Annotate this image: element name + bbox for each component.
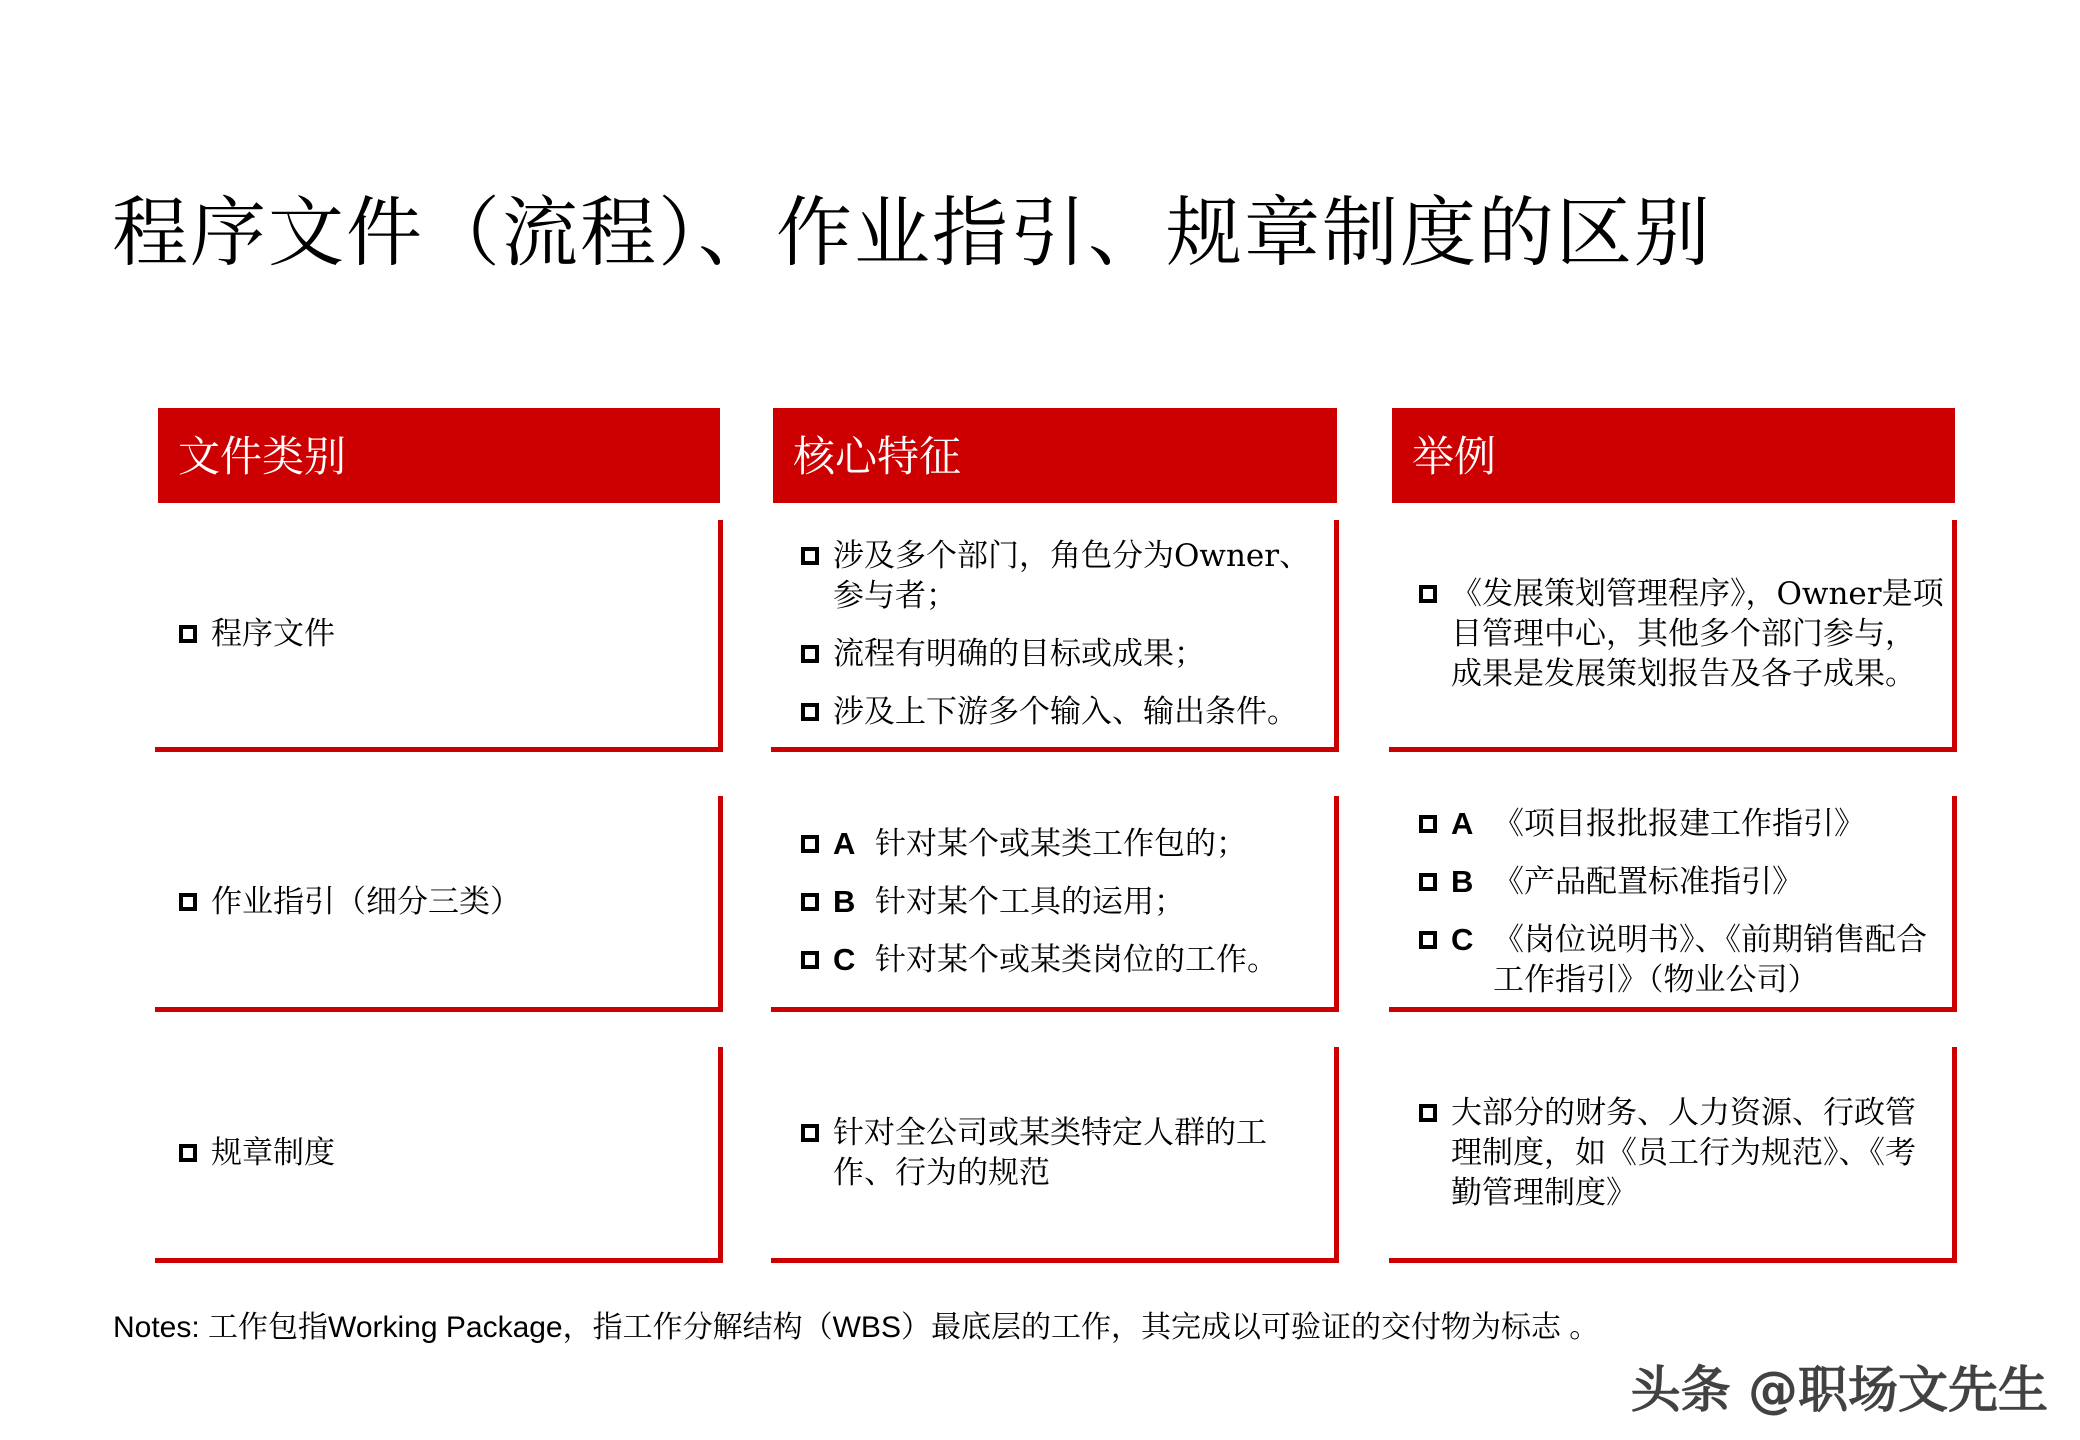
- cell-features: [771, 1047, 1339, 1263]
- list-item: [1417, 920, 1944, 1000]
- item-label: C: [1451, 921, 1474, 957]
- square-bullet-icon: [179, 625, 197, 643]
- item-label: B: [833, 883, 856, 919]
- list-item: [1417, 1093, 1944, 1213]
- square-bullet-icon: [801, 1124, 819, 1142]
- list-item: [799, 692, 1326, 732]
- item-text: 流程有明确的目标或成果；: [833, 635, 1205, 672]
- square-bullet-icon: [1419, 585, 1437, 603]
- item-text: 《项目报批报建工作指引》: [1493, 805, 1865, 842]
- list-item: [799, 634, 1326, 674]
- square-bullet-icon: [1419, 1104, 1437, 1122]
- square-bullet-icon: [801, 547, 819, 565]
- header-features: 核心特征: [773, 408, 1337, 503]
- item-text: 规章制度: [211, 1134, 335, 1171]
- cell-features: [771, 796, 1339, 1012]
- item-text: 针对某个或某类工作包的；: [875, 825, 1247, 862]
- notes-prefix: Notes:: [113, 1311, 200, 1344]
- item-label: C: [833, 941, 856, 977]
- item-text: 针对某个或某类岗位的工作。: [875, 941, 1278, 978]
- header-examples: 举例: [1392, 408, 1955, 503]
- cell-category: [155, 796, 723, 1012]
- square-bullet-icon: [179, 893, 197, 911]
- item-text: 程序文件: [211, 615, 335, 652]
- item-text: 涉及上下游多个输入、输出条件。: [833, 693, 1298, 730]
- item-label: A: [1451, 805, 1474, 841]
- list-item: [1417, 574, 1944, 694]
- watermark: 头条 @职场文先生: [1630, 1361, 2048, 1419]
- list-item: [799, 1113, 1326, 1193]
- cell-examples: [1389, 520, 1957, 752]
- item-text: 作业指引（细分三类）: [211, 883, 521, 920]
- square-bullet-icon: [1419, 931, 1437, 949]
- square-bullet-icon: [801, 893, 819, 911]
- page-title: 程序文件（流程）、作业指引、规章制度的区别: [112, 188, 1712, 277]
- cell-category: [155, 1047, 723, 1263]
- list-item: [1417, 804, 1944, 844]
- square-bullet-icon: [801, 951, 819, 969]
- square-bullet-icon: [801, 703, 819, 721]
- item-text: 《产品配置标准指引》: [1493, 863, 1803, 900]
- list-item: [799, 940, 1326, 980]
- item-text: 针对某个工具的运用；: [875, 883, 1185, 920]
- notes-text: 工作包指Working Package，指工作分解结构（WBS）最底层的工作，其完成以可验证的交付物为标志 。: [199, 1311, 1600, 1344]
- list-item: [799, 882, 1326, 922]
- list-item: [799, 536, 1326, 616]
- item-text: 针对全公司或某类特定人群的工作、行为的规范: [833, 1114, 1267, 1191]
- list-item: [177, 1133, 718, 1173]
- item-text: 大部分的财务、人力资源、行政管理制度，如《员工行为规范》、《考勤管理制度》: [1451, 1094, 1916, 1211]
- list-item: [799, 824, 1326, 864]
- square-bullet-icon: [801, 645, 819, 663]
- list-item: [177, 882, 718, 922]
- notes: [113, 1302, 1599, 1346]
- item-text: 涉及多个部门，角色分为Owner、参与者；: [833, 537, 1311, 614]
- list-item: [1417, 862, 1944, 902]
- item-label: A: [833, 825, 856, 861]
- square-bullet-icon: [179, 1144, 197, 1162]
- cell-features: [771, 520, 1339, 752]
- item-label: B: [1451, 863, 1474, 899]
- square-bullet-icon: [1419, 815, 1437, 833]
- header-category: 文件类别: [158, 408, 720, 503]
- cell-category: [155, 520, 723, 752]
- square-bullet-icon: [1419, 873, 1437, 891]
- cell-examples: [1389, 796, 1957, 1012]
- list-item: [177, 614, 718, 654]
- square-bullet-icon: [801, 835, 819, 853]
- cell-examples: [1389, 1047, 1957, 1263]
- item-text: 《发展策划管理程序》，Owner是项目管理中心，其他多个部门参与，成果是发展策划报告及各子成果。: [1451, 575, 1944, 692]
- item-text: 《岗位说明书》、《前期销售配合工作指引》（物业公司）: [1493, 921, 1927, 998]
